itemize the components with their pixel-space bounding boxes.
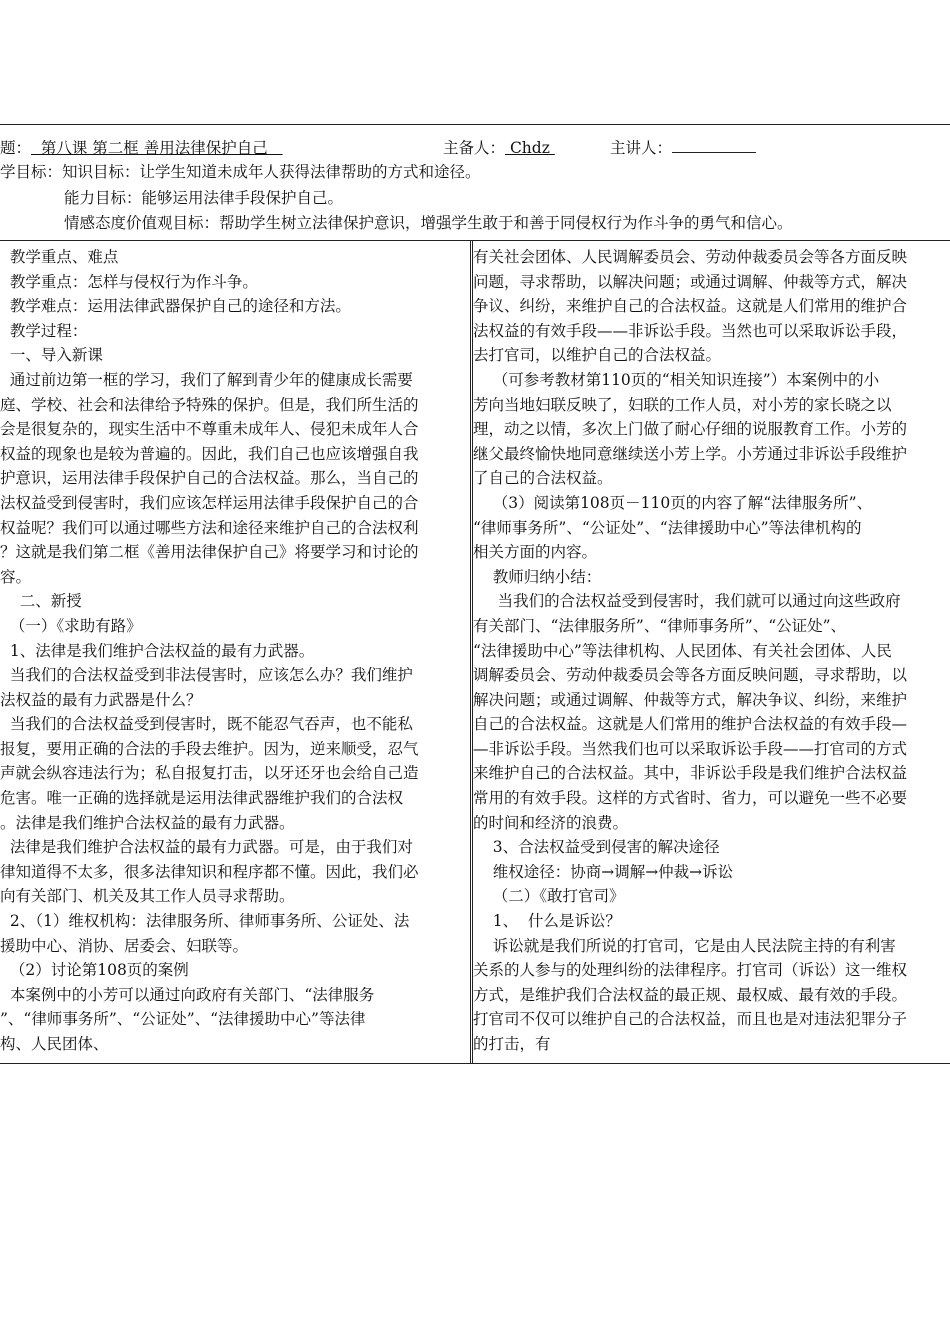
- text-line: 声就会纵容违法行为；私自报复打击，以牙还牙也会给自己造: [0, 764, 419, 783]
- lesson-plan-table: [0, 124, 950, 1064]
- text-line: （可参考教材第110页的“相关知识连接”）本案例中的小: [473, 370, 880, 389]
- text-line: 1、 什么是诉讼？: [473, 912, 621, 931]
- text-line: 权益呢？我们可以通过哪些方法和途径来维护自己的合法权利: [0, 518, 419, 537]
- text-line: （二）《敢打官司》: [473, 887, 625, 906]
- text-line: 争议、纠纷，来维护自己的合法权益。这就是人们常用的维护合: [473, 297, 908, 316]
- text-line: 会是很复杂的，现实生活中不尊重未成年人、侵犯未成年人合: [0, 420, 419, 439]
- lecturer-row: [610, 137, 756, 159]
- text-line: 相关方面的内容。: [473, 543, 598, 562]
- preparer-value: Chdz: [505, 139, 555, 157]
- text-line: 律知道得不太多，很多法律知识和程序都不懂。因此，我们必: [0, 862, 419, 881]
- text-line: 援助中心、消协、居委会、妇联等。: [0, 936, 249, 955]
- text-line: 去打官司，以维护自己的合法权益。: [473, 346, 722, 365]
- text-line: 教学过程：: [0, 321, 88, 340]
- text-line: 构、人民团体、: [0, 1035, 109, 1053]
- text-line: —非诉讼手段。当然我们也可以采取诉讼手段——打官司的方式: [473, 739, 908, 758]
- text-line: 常用的有效手段。这样的方式省时、省力，可以避免一些不必要: [473, 789, 908, 808]
- topic-row: [0, 137, 283, 159]
- text-line: 当我们的合法权益受到侵害时，既不能忍气吞声，也不能私: [0, 715, 413, 734]
- text-line: 继父最终愉快地同意继续送小芳上学。小芳通过非诉讼手段维护: [473, 444, 908, 463]
- text-line: 法权益的有效手段——非诉讼手段。当然也可以采取诉讼手段，: [473, 321, 908, 340]
- text-line: 方式，是维护我们合法权益的最正规、最权威、最有效的手段。: [473, 985, 908, 1004]
- text-line: 来维护自己的合法权益。其中，非诉讼手段是我们维护合法权益: [473, 764, 908, 783]
- text-line: 一、导入新课: [0, 346, 103, 365]
- text-line: 理，动之以情，多次上门做了耐心仔细的说服教育工作。小芳的: [473, 420, 908, 439]
- text-line: 庭、学校、社会和法律给予特殊的保护。但是，我们所生活的: [0, 395, 419, 414]
- text-line: 权益的现象也是较为普遍的。因此，我们自己也应该增强自我: [0, 444, 419, 463]
- text-line: 的时间和经济的浪费。: [473, 813, 629, 832]
- text-line: 了自己的合法权益。: [473, 469, 613, 488]
- text-line: （3）阅读第108页－110页的内容了解“法律服务所”、: [473, 493, 873, 512]
- text-line: 有关社会团体、人民调解委员会、劳动仲裁委员会等各方面反映: [473, 248, 908, 266]
- lesson-header: [0, 125, 950, 241]
- goal-emotion: 情感态度价值观目标：帮助学生树立法律保护意识，增强学生敢于和善于同侵权行为作斗争的勇气和信心。: [64, 214, 793, 232]
- text-line: 解决问题；或通过调解、仲裁等方式，解决争议、纠纷，来维护: [473, 690, 908, 709]
- topic-value: 第八课 第二框 善用法律保护自己: [31, 139, 283, 157]
- text-line: 2、（1）维权机构：法律服务所、律师事务所、公证处、法: [0, 912, 410, 931]
- text-line: 芳向当地妇联反映了，妇联的工作人员，对小芳的家长晓之以: [473, 395, 892, 414]
- text-line: 危害。唯一正确的选择就是运用法律武器维护我们的合法权: [0, 789, 404, 808]
- text-line: 教师归纳小结：: [473, 567, 602, 586]
- text-line: 有关部门、“法律服务所”、“律师事务所”、“公证处”、: [473, 616, 847, 635]
- text-line: 1、法律是我们维护合法权益的最有力武器。: [0, 641, 315, 660]
- text-line: 当我们的合法权益受到侵害时，我们就可以通过向这些政府: [473, 592, 901, 611]
- text-line: 教学重点：怎样与侵权行为作斗争。: [0, 272, 258, 291]
- text-line: 自己的合法权益。这就是人们常用的维护合法权益的有效手段—: [473, 715, 908, 734]
- text-line: ”、“律师事务所”、“公证处”、“法律援助中心”等法律: [0, 1010, 366, 1029]
- text-line: 诉讼就是我们所说的打官司，它是由人民法院主持的有利害: [473, 936, 896, 955]
- text-line: 的打击，有: [473, 1035, 551, 1053]
- text-line: （一）《求助有路》: [0, 616, 142, 635]
- text-line: 问题，寻求帮助，以解决问题；或通过调解、仲裁等方式，解决: [473, 272, 908, 291]
- text-line: 法律是我们维护合法权益的最有力武器。可是，由于我们对: [0, 838, 413, 857]
- preparer-label: 主备人：: [443, 139, 506, 157]
- goal-ability: 能力目标：能够运用法律手段保护自己。: [64, 189, 344, 207]
- text-line: 3、合法权益受到侵害的解决途径: [473, 838, 720, 857]
- text-line: （2）讨论第108页的案例: [0, 961, 189, 980]
- text-line: 容。: [0, 567, 32, 586]
- text-line: 二、新授: [0, 592, 82, 611]
- text-line: 当我们的合法权益受到非法侵害时，应该怎么办？我们维护: [0, 666, 413, 685]
- goal-knowledge: 学目标：知识目标：让学生知道未成年人获得法律帮助的方式和途径。: [0, 163, 481, 181]
- content-columns: [0, 241, 950, 1063]
- text-line: 法权益的最有力武器是什么？: [0, 690, 202, 709]
- preparer-row: [443, 137, 555, 159]
- text-line: 通过前边第一框的学习，我们了解到青少年的健康成长需要: [0, 370, 413, 389]
- text-line: “律师事务所”、“公证处”、“法律援助中心”等法律机构的: [473, 518, 862, 537]
- text-line: 调解委员会、劳动仲裁委员会等各方面反映问题，寻求帮助，以: [473, 666, 908, 685]
- text-line: 报复，要用正确的合法的手段去维护。因为，逆来顺受，忍气: [0, 739, 419, 758]
- topic-label: 题：: [0, 139, 32, 157]
- text-line: 教学难点：运用法律武器保护自己的途径和方法。: [0, 297, 351, 316]
- text-line: “法律援助中心”等法律机构、人民团体、有关社会团体、人民: [473, 641, 892, 660]
- text-line: 向有关部门、机关及其工作人员寻求帮助。: [0, 887, 295, 906]
- text-line: ？这就是我们第二框《善用法律保护自己》将要学习和讨论的: [0, 543, 419, 562]
- text-line: 打官司不仅可以维护自己的合法权益，而且也是对违法犯罪分子: [473, 1010, 908, 1029]
- lecturer-blank: [672, 138, 756, 153]
- right-column: [473, 241, 950, 1063]
- text-line: 教学重点、难点: [0, 248, 119, 266]
- text-line: 维权途径：协商→调解→仲裁→诉讼: [473, 862, 734, 881]
- text-line: 关系的人参与的处理纠纷的法律程序。打官司（诉讼）这一维权: [473, 961, 908, 980]
- lecturer-label: 主讲人：: [610, 139, 673, 157]
- text-line: 。法律是我们维护合法权益的最有力武器。: [0, 813, 295, 832]
- left-column: [0, 241, 470, 1063]
- text-line: 护意识，运用法律手段保护自己的合法权益。那么，当自己的: [0, 469, 419, 488]
- text-line: 法权益受到侵害时，我们应该怎样运用法律手段保护自己的合: [0, 493, 419, 512]
- text-line: 本案例中的小芳可以通过向政府有关部门、“法律服务: [0, 985, 375, 1004]
